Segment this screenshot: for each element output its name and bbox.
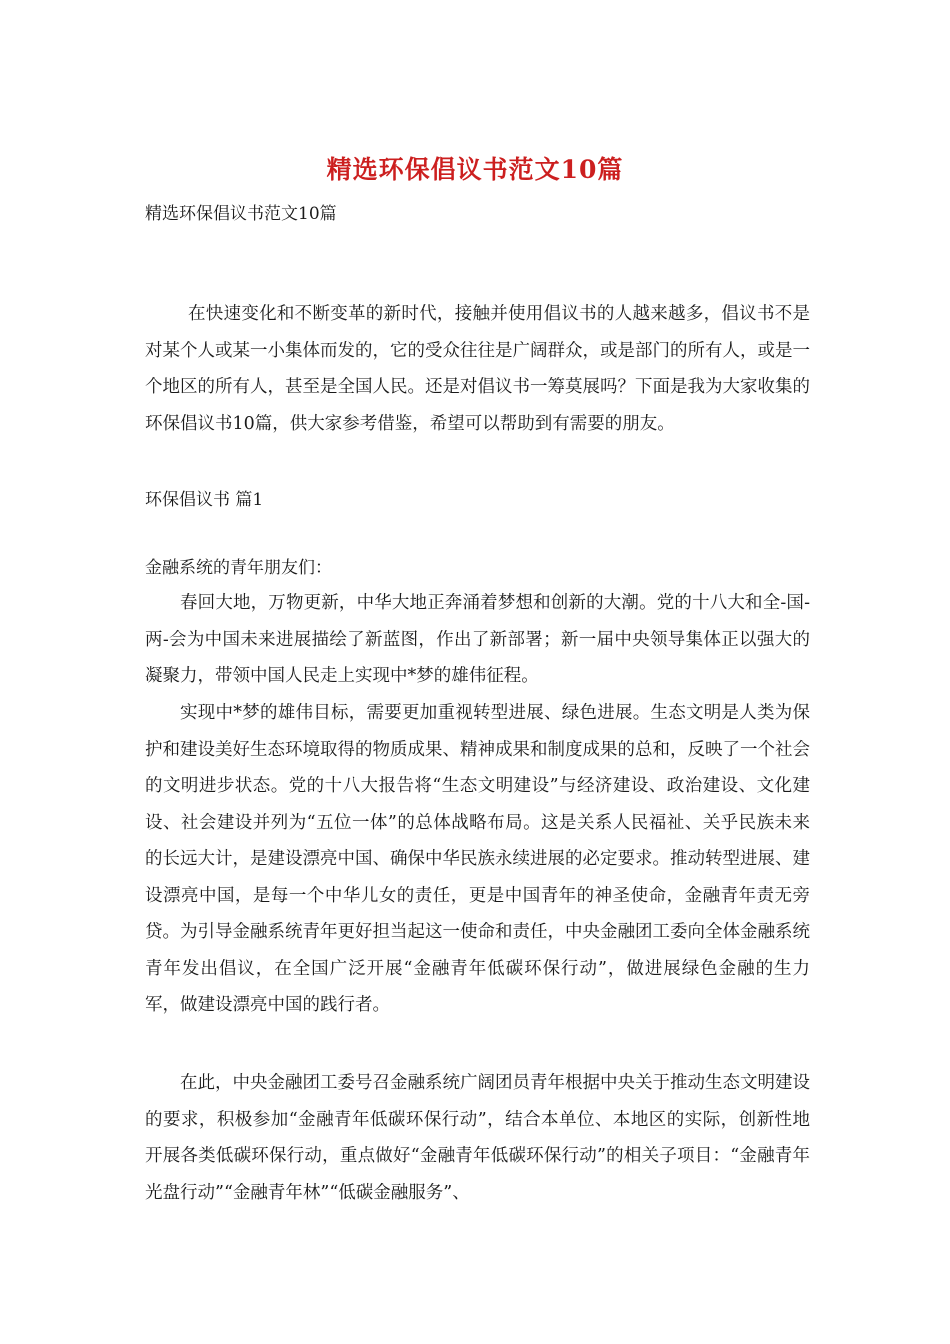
body-paragraph: 在此，中央金融团工委号召金融系统广阔团员青年根据中央关于推动生态文明建设的要求，积极参加“金融青年低碳环保行动”，结合本单位、本地区的实际，创新性地开展各类低碳环保行动，重点做好“金融青年低碳环保行动”的相关子项目：“金融青年光盘行动”“金融青年林”“低碳金融服务”、 [145,1073,810,1203]
letter-salutation: 金融系统的青年朋友们： [145,558,332,578]
intro-paragraph: 在快速变化和不断变革的新时代，接触并使用倡议书的人越来越多，倡议书不是对某个人或某一小集体而发的，它的受众往往是广阔群众，或是部门的所有人，或是一个地区的所有人，甚至是全国人民。还是对倡议书一筹莫展吗？下面是我为大家收集的环保倡议书10篇，供大家参考借鉴，希望可以帮助到有需要的朋友。 [145,304,810,434]
body-paragraph: 实现中*梦的雄伟目标，需要更加重视转型进展、绿色进展。生态文明是人类为保护和建设美好生态环境取得的物质成果、精神成果和制度成果的总和，反映了一个社会的文明进步状态。党的十八大报告将“生态文明建设”与经济建设、政治建设、文化建设、社会建设并列为“五位一体”的总体战略布局。这是关系人民福祉、关乎民族未来的长远大计，是建设漂亮中国、确保中华民族永续进展的必定要求。推动转型进展、建设漂亮中国，是每一个中华儿女的责任，更是中国青年的神圣使命，金融青年责无旁贷。为引导金融系统青年更好担当起这一使命和责任，中央金融团工委向全体金融系统青年发出倡议，在全国广泛开展“金融青年低碳环保行动”，做进展绿色金融的生力军，做建设漂亮中国的践行者。 [145,703,810,1015]
body-paragraph: 春回大地，万物更新，中华大地正奔涌着梦想和创新的大潮。党的十八大和全-国-两-会为中国未来进展描绘了新蓝图，作出了新部署；新一届中央领导集体正以强大的凝聚力，带领中国人民走上实现中*梦的雄伟征程。 [145,593,810,686]
document-subtitle: 精选环保倡议书范文10篇 [145,204,337,224]
section-heading: 环保倡议书 篇1 [145,490,264,510]
document-title: 精选环保倡议书范文10篇 [326,155,624,184]
